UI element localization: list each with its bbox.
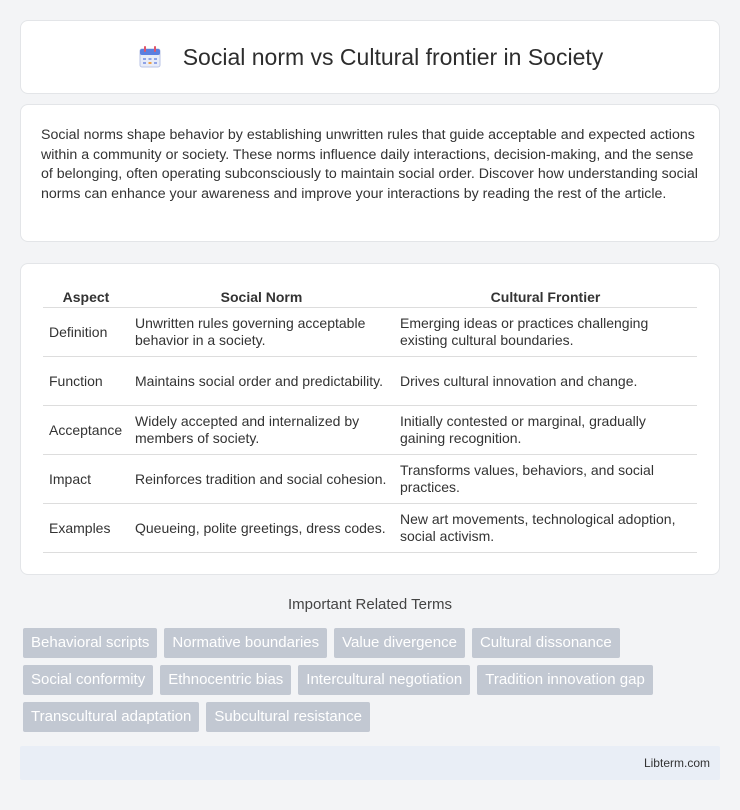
- calendar-icon: [137, 44, 163, 70]
- footer-site-link[interactable]: Libterm.com: [643, 756, 710, 770]
- comparison-table: [43, 284, 697, 553]
- comparison-table-card: [20, 263, 720, 575]
- table-cell-aspect: Definition: [43, 308, 129, 357]
- related-term-tag[interactable]: Normative boundaries: [164, 628, 327, 658]
- related-term-tag[interactable]: Behavioral scripts: [23, 628, 157, 658]
- table-cell-social-norm: Reinforces tradition and social cohesion.: [129, 455, 394, 504]
- table-cell-aspect: Function: [43, 357, 129, 406]
- related-term-tag[interactable]: Ethnocentric bias: [160, 665, 291, 695]
- related-terms-tags: [23, 628, 723, 732]
- table-cell-aspect: Acceptance: [43, 406, 129, 455]
- table-row: [43, 357, 697, 406]
- table-cell-social-norm: Queueing, polite greetings, dress codes.: [129, 504, 394, 553]
- column-header-social-norm: Social Norm: [129, 284, 394, 308]
- table-header-row: [43, 284, 697, 308]
- table-cell-cultural-frontier: Emerging ideas or practices challenging existing cultural boundaries.: [394, 308, 697, 357]
- intro-paragraph: Social norms shape behavior by establishing unwritten rules that guide acceptable and expected actions within a community or society. These norms influence daily interactions, decision-making, and the sense of belonging, often operating subconsciously to maintain social order. Discover how understanding social norms can enhance your awareness and improve your interactions by reading the rest of the article.: [41, 127, 698, 202]
- intro-card: [20, 104, 720, 242]
- column-header-aspect: Aspect: [43, 284, 129, 308]
- related-term-tag[interactable]: Tradition innovation gap: [477, 665, 653, 695]
- related-terms-title: Important Related Terms: [288, 596, 452, 613]
- column-header-cultural-frontier: Cultural Frontier: [394, 284, 697, 308]
- table-row: [43, 406, 697, 455]
- table-cell-social-norm: Widely accepted and internalized by members of society.: [129, 406, 394, 455]
- table-cell-cultural-frontier: Initially contested or marginal, gradually gaining recognition.: [394, 406, 697, 455]
- table-cell-aspect: Examples: [43, 504, 129, 553]
- related-term-tag[interactable]: Transcultural adaptation: [23, 702, 199, 732]
- related-term-tag[interactable]: Subcultural resistance: [206, 702, 370, 732]
- table-row: [43, 455, 697, 504]
- table-cell-aspect: Impact: [43, 455, 129, 504]
- table-row: [43, 504, 697, 553]
- related-term-tag[interactable]: Value divergence: [334, 628, 465, 658]
- header-card: [20, 20, 720, 94]
- related-term-tag[interactable]: Cultural dissonance: [472, 628, 620, 658]
- table-cell-social-norm: Unwritten rules governing acceptable behavior in a society.: [129, 308, 394, 357]
- related-term-tag[interactable]: Intercultural negotiation: [298, 665, 470, 695]
- table-cell-cultural-frontier: Transforms values, behaviors, and social practices.: [394, 455, 697, 504]
- table-row: [43, 308, 697, 357]
- table-cell-social-norm: Maintains social order and predictability.: [129, 357, 394, 406]
- page-title: Social norm vs Cultural frontier in Society: [182, 43, 604, 70]
- footer-bar: [20, 746, 720, 780]
- table-cell-cultural-frontier: New art movements, technological adoption, social activism.: [394, 504, 697, 553]
- table-cell-cultural-frontier: Drives cultural innovation and change.: [394, 357, 697, 406]
- related-term-tag[interactable]: Social conformity: [23, 665, 153, 695]
